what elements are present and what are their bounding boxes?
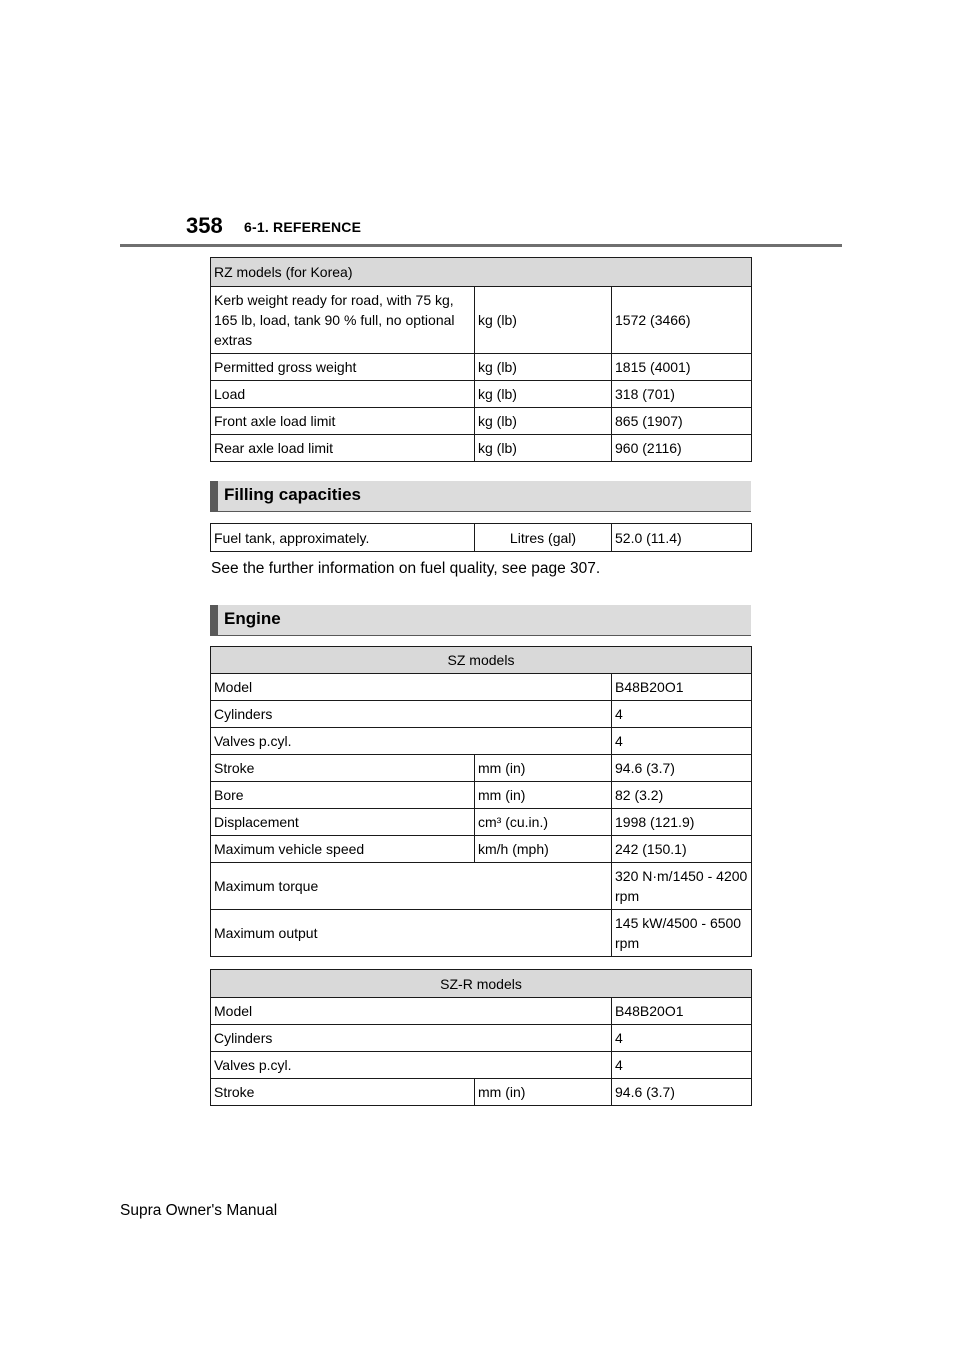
sz-r-models-table	[210, 969, 752, 1106]
table-row	[211, 809, 752, 836]
cell-unit: Litres (gal)	[475, 524, 612, 552]
header-rule	[120, 244, 842, 247]
table-row	[211, 287, 752, 354]
page-number: 358	[186, 213, 223, 238]
cell-label: Valves p.cyl.	[211, 728, 612, 755]
table-row	[211, 701, 752, 728]
cell-value: 242 (150.1)	[612, 836, 752, 863]
filling-capacities-heading	[210, 481, 751, 512]
cell-label: Fuel tank, approximately.	[211, 524, 475, 552]
cell-value: 4	[612, 701, 752, 728]
cell-unit: cm³ (cu.in.)	[475, 809, 612, 836]
rz-models-table	[210, 257, 752, 462]
cell-value: 4	[612, 1025, 752, 1052]
table-row	[211, 381, 752, 408]
cell-label: Load	[211, 381, 475, 408]
cell-label: Permitted gross weight	[211, 354, 475, 381]
cell-value: 865 (1907)	[612, 408, 752, 435]
heading-text: Filling capacities	[224, 485, 361, 504]
table-row	[211, 782, 752, 809]
cell-label: Model	[211, 998, 612, 1025]
cell-value: 52.0 (11.4)	[612, 524, 752, 552]
cell-label: Cylinders	[211, 701, 612, 728]
table-row	[211, 674, 752, 701]
table-row	[211, 1025, 752, 1052]
engine-heading	[210, 605, 751, 636]
sz-r-table-title: SZ-R models	[211, 970, 752, 998]
table-row	[211, 728, 752, 755]
cell-label: Kerb weight ready for road, with 75 kg, 165 lb, load, tank 90 % full, no optional extras	[211, 287, 475, 354]
table-row	[211, 354, 752, 381]
cell-unit: mm (in)	[475, 782, 612, 809]
fuel-quality-note: See the further information on fuel quality, see page 307.	[211, 560, 601, 577]
cell-value: 82 (3.2)	[612, 782, 752, 809]
cell-unit: km/h (mph)	[475, 836, 612, 863]
table-row	[211, 863, 752, 910]
cell-value: 318 (701)	[612, 381, 752, 408]
table-row	[211, 836, 752, 863]
table-row	[211, 755, 752, 782]
rz-table-title: RZ models (for Korea)	[211, 258, 752, 287]
cell-unit: kg (lb)	[475, 381, 612, 408]
cell-label: Valves p.cyl.	[211, 1052, 612, 1079]
cell-unit: kg (lb)	[475, 408, 612, 435]
cell-value: B48B20O1	[612, 674, 752, 701]
footer-manual-title: Supra Owner's Manual	[120, 1202, 278, 1219]
cell-unit: kg (lb)	[475, 435, 612, 462]
cell-value: 1998 (121.9)	[612, 809, 752, 836]
cell-value: 145 kW/4500 - 6500 rpm	[612, 910, 752, 957]
cell-unit: kg (lb)	[475, 354, 612, 381]
table-row	[211, 408, 752, 435]
cell-label: Rear axle load limit	[211, 435, 475, 462]
cell-value: B48B20O1	[612, 998, 752, 1025]
cell-label: Maximum vehicle speed	[211, 836, 475, 863]
sz-models-table	[210, 646, 752, 957]
cell-unit: kg (lb)	[475, 287, 612, 354]
cell-value: 1572 (3466)	[612, 287, 752, 354]
cell-label: Maximum torque	[211, 863, 612, 910]
cell-value: 94.6 (3.7)	[612, 1079, 752, 1106]
cell-value: 4	[612, 728, 752, 755]
cell-label: Displacement	[211, 809, 475, 836]
cell-value: 4	[612, 1052, 752, 1079]
cell-label: Stroke	[211, 755, 475, 782]
cell-value: 320 N·m/1450 - 4200 rpm	[612, 863, 752, 910]
sz-table-title: SZ models	[211, 647, 752, 674]
table-row	[211, 1079, 752, 1106]
heading-text: Engine	[224, 609, 281, 628]
table-row	[211, 1052, 752, 1079]
table-row	[211, 998, 752, 1025]
cell-label: Model	[211, 674, 612, 701]
cell-unit: mm (in)	[475, 755, 612, 782]
cell-label: Front axle load limit	[211, 408, 475, 435]
cell-label: Stroke	[211, 1079, 475, 1106]
cell-unit: mm (in)	[475, 1079, 612, 1106]
table-row	[211, 524, 752, 552]
table-row	[211, 435, 752, 462]
cell-value: 1815 (4001)	[612, 354, 752, 381]
filling-capacities-table	[210, 523, 752, 552]
section-label: 6-1. REFERENCE	[244, 219, 362, 235]
cell-label: Bore	[211, 782, 475, 809]
cell-label: Maximum output	[211, 910, 612, 957]
cell-label: Cylinders	[211, 1025, 612, 1052]
table-row	[211, 910, 752, 957]
cell-value: 960 (2116)	[612, 435, 752, 462]
cell-value: 94.6 (3.7)	[612, 755, 752, 782]
